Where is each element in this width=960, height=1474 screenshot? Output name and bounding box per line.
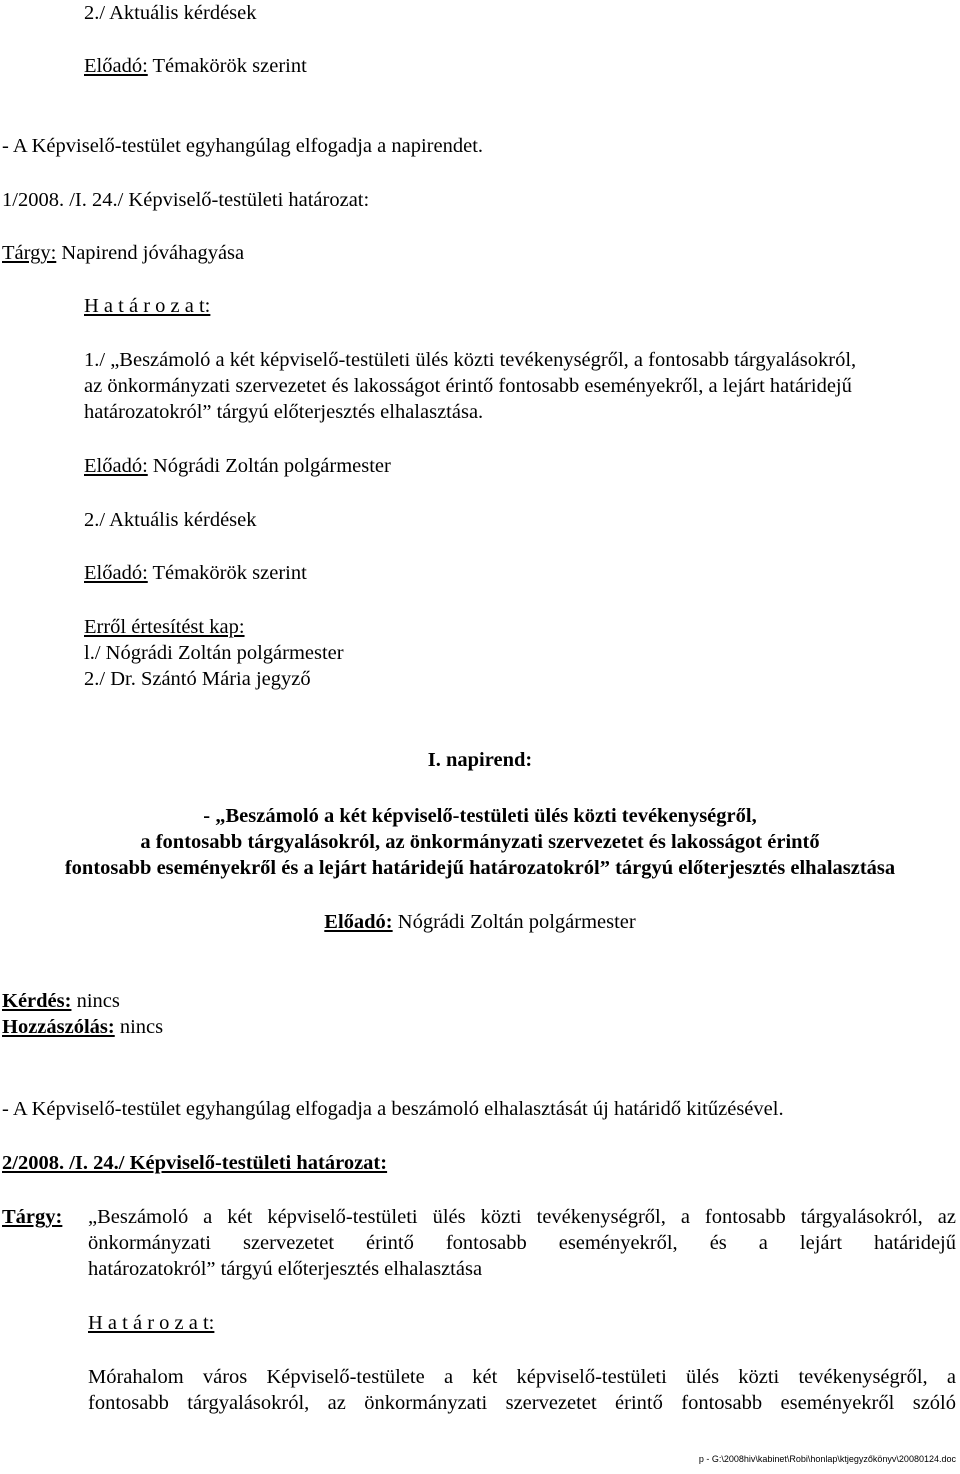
decision-item-1-line-3: határozatokról” tárgyú előterjesztés elhalasztása.: [84, 401, 484, 423]
resolution-2-subject-line-3: határozatokról” tárgyú előterjesztés elhalasztása: [88, 1258, 483, 1280]
presenter-value: Témakörök szerint: [147, 55, 307, 77]
resolution-2-decision-heading: H a t á r o z a t:: [88, 1312, 215, 1334]
presenter-label: Előadó:: [84, 455, 148, 477]
resolution-2-subject-label: Tárgy:: [2, 1206, 63, 1228]
decision-item-1-line-1: 1./ „Beszámoló a két képviselő-testületi ülés közti tevékenységről, a fontosabb tárgyalásokról,: [84, 349, 857, 371]
item-2-presenter: [84, 560, 307, 586]
presenter-label: Előadó:: [324, 911, 393, 933]
resolution-2-subject-line-1: „Beszámoló a két képviselő-testületi ülés közti tevékenységről, a fontosabb tárgyalásokról, az: [88, 1206, 956, 1228]
question-line: [2, 988, 120, 1014]
agenda-item-2: 2./ Aktuális kérdések: [84, 2, 257, 24]
comment-label: Hozzászólás:: [2, 1016, 115, 1038]
subject-value: Napirend jóváhagyása: [56, 242, 245, 264]
item-1-presenter: [84, 453, 391, 479]
presenter-label: Előadó:: [84, 562, 148, 584]
adoption-statement: - A Képviselő-testület egyhangúlag elfogadja a napirendet.: [2, 135, 484, 157]
presenter-value: Nógrádi Zoltán polgármester: [147, 455, 391, 477]
resolution-2-number: 2/2008. /I. 24./ Képviselő-testületi határozat:: [2, 1152, 388, 1174]
question-value: nincs: [71, 990, 120, 1012]
agenda-title-line-2: a fontosabb tárgyalásokról, az önkormányzati szervezetet és lakosságot érintő: [140, 831, 820, 853]
presenter-line: [84, 53, 307, 79]
notify-recipient-1: l./ Nógrádi Zoltán polgármester: [84, 642, 344, 664]
agenda-title-line-3: fontosabb eseményekről és a lejárt határidejű határozatokról” tárgyú előterjesztés elhalasztása: [64, 857, 896, 879]
decision-heading: H a t á r o z a t:: [84, 295, 211, 317]
resolution-2-subject-line-2: önkormányzati szervezetet érintő fontosabb eseményekről, és a lejárt határidejű: [88, 1232, 956, 1254]
question-label: Kérdés:: [2, 990, 72, 1012]
presenter-value: Nógrádi Zoltán polgármester: [392, 911, 636, 933]
agenda-presenter: [0, 909, 960, 935]
agenda-adoption-statement: - A Képviselő-testület egyhangúlag elfogadja a beszámoló elhalasztását új határidő kitűzésével.: [2, 1098, 784, 1120]
comment-value: nincs: [114, 1016, 164, 1038]
agenda-title-line-1: - „Beszámoló a két képviselő-testületi ülés közti tevékenységről,: [203, 805, 757, 827]
resolution-2-body-line-1: Mórahalom város Képviselő-testülete a két képviselő-testületi ülés közti tevékenységről, a: [88, 1366, 956, 1388]
resolution-number: 1/2008. /I. 24./ Képviselő-testületi határozat:: [2, 189, 370, 211]
comment-line: [2, 1014, 163, 1040]
resolution-2-body-line-2: fontosabb tárgyalásokról, az önkormányzati szervezetet érintő fontosabb eseményekről szóló: [88, 1392, 956, 1414]
subject-line: [2, 240, 244, 266]
decision-item-1-line-2: az önkormányzati szervezetet és lakosságot érintő fontosabb eseményekről, a lejárt határidejű: [84, 375, 852, 397]
presenter-label: Előadó:: [84, 55, 148, 77]
notify-recipient-2: 2./ Dr. Szántó Mária jegyző: [84, 668, 311, 690]
document-path-footer: p - G:\2008hiv\kabinet\Robi\honlap\ktjegyzőkönyv\20080124.doc: [698, 1454, 956, 1464]
decision-item-2: 2./ Aktuális kérdések: [84, 509, 257, 531]
notify-label: Erről értesítést kap:: [84, 616, 245, 638]
presenter-value: Témakörök szerint: [147, 562, 307, 584]
agenda-heading: I. napirend:: [427, 749, 533, 771]
subject-label: Tárgy:: [2, 242, 57, 264]
